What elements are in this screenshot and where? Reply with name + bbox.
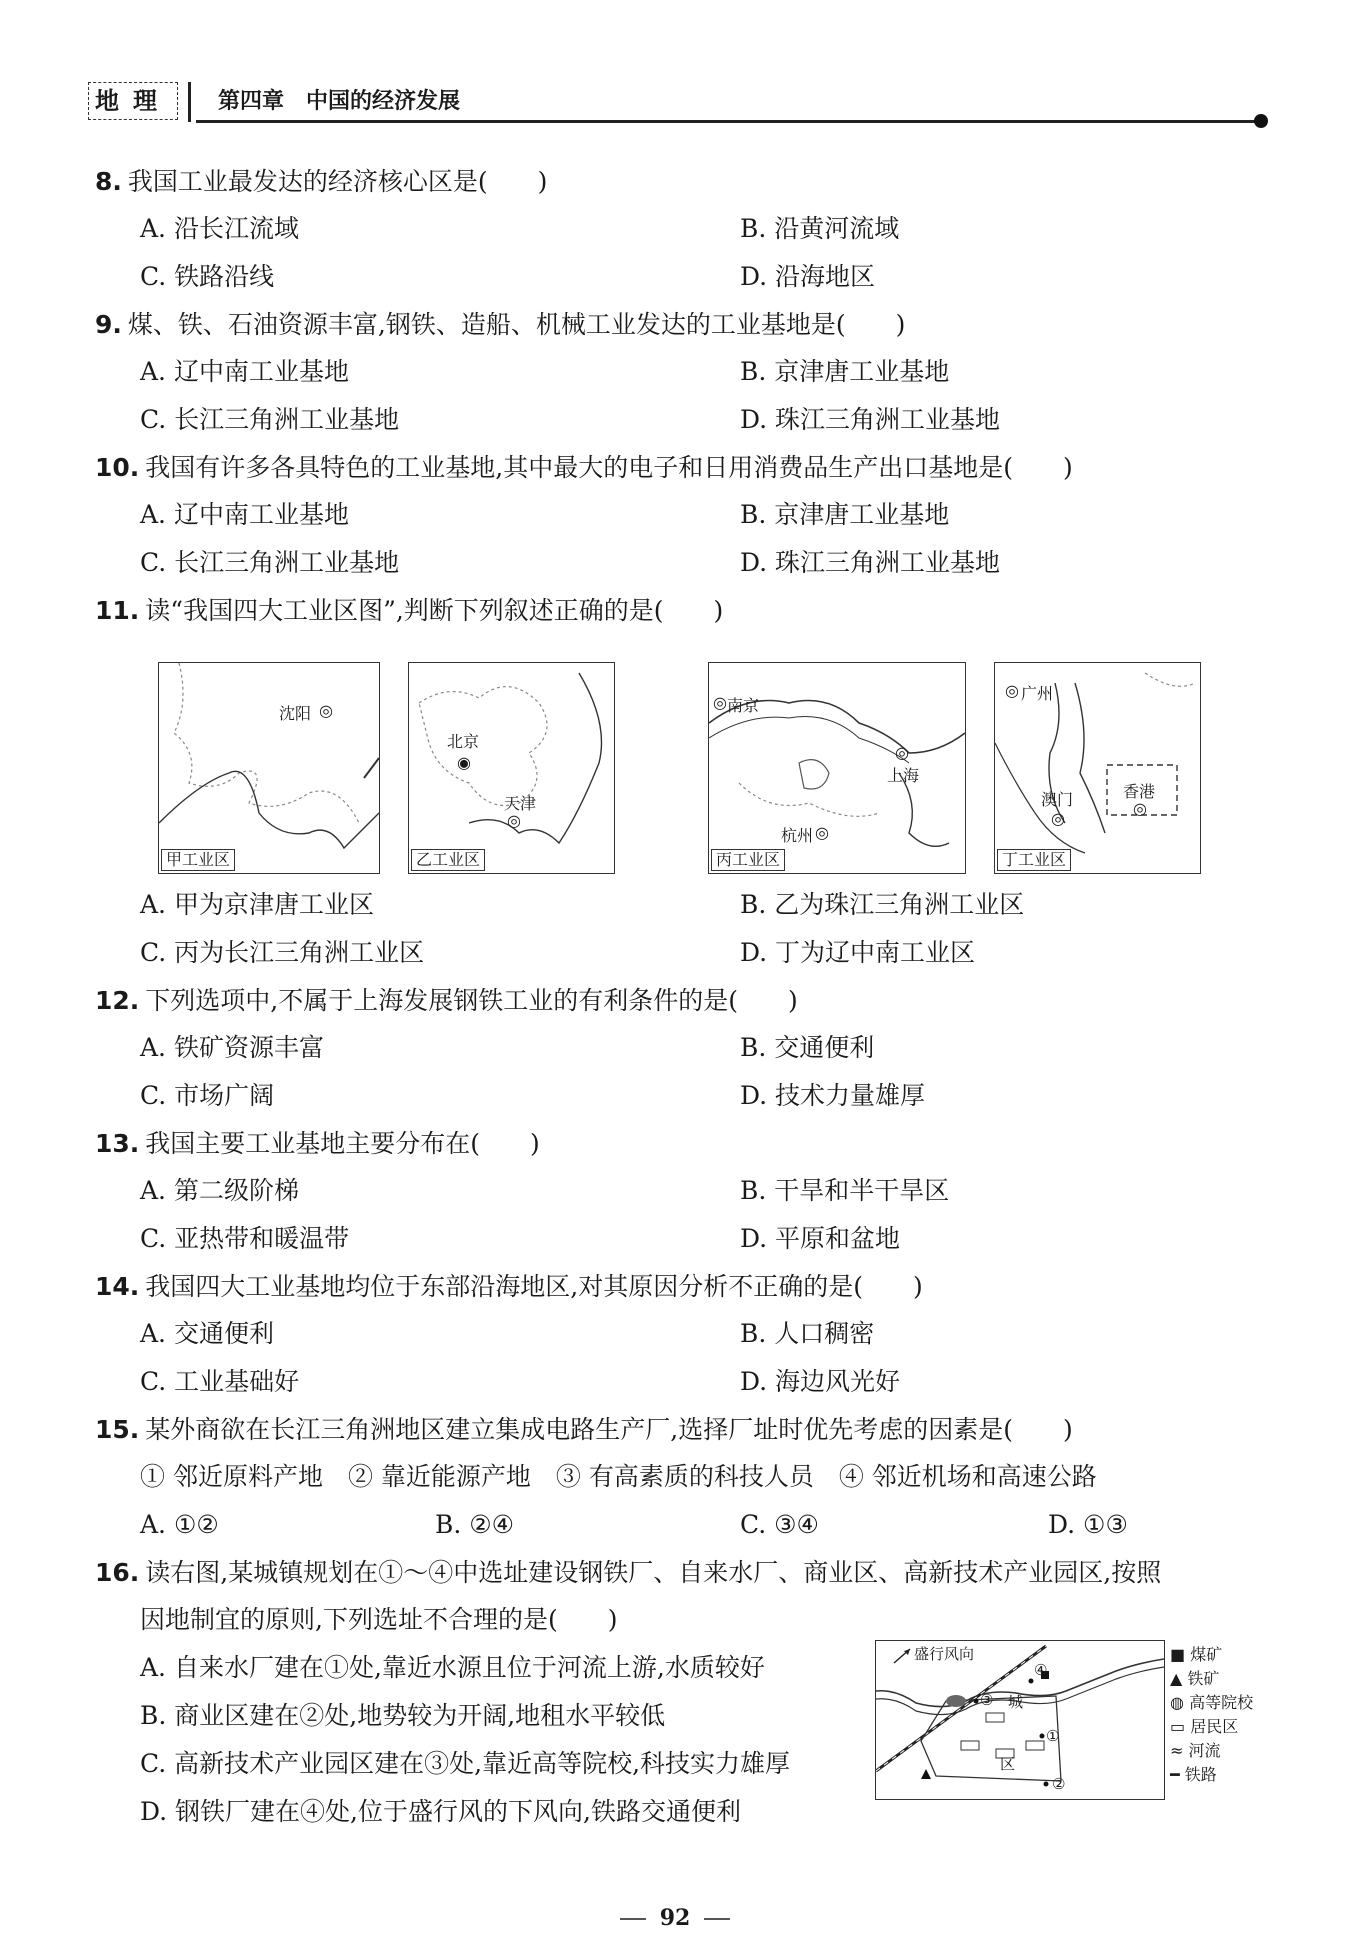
question-stem: 我国工业最发达的经济核心区是( ) xyxy=(127,167,548,196)
question-15 xyxy=(95,1413,1073,1447)
option-b: B. ②④ xyxy=(435,1510,515,1539)
question-stem: 下列选项中,不属于上海发展钢铁工业的有利条件的是( ) xyxy=(145,986,798,1015)
town-planning-figure xyxy=(875,1640,1275,1800)
question-number: 16. xyxy=(95,1558,140,1587)
option-b: B. 沿黄河流域 xyxy=(740,214,900,243)
option-b: B. 京津唐工业基地 xyxy=(740,357,950,386)
page-number: 92 xyxy=(0,1905,1350,1931)
city-hongkong: 香港 xyxy=(1123,782,1156,801)
option-a: A. 铁矿资源丰富 xyxy=(140,1033,324,1062)
question-13 xyxy=(95,1127,540,1161)
question-number: 11. xyxy=(95,596,140,625)
question-14 xyxy=(95,1270,923,1304)
chapter-title: 第四章 中国的经济发展 xyxy=(218,88,461,114)
question-number: 8. xyxy=(95,167,122,196)
option-a: A. 沿长江流域 xyxy=(140,214,299,243)
city-marker-icon: ◎ xyxy=(713,693,727,712)
option-d: D. 珠江三角洲工业基地 xyxy=(740,405,1001,434)
question-12 xyxy=(95,984,798,1018)
capital-marker-icon: ◉ xyxy=(457,753,471,772)
city-beijing: 北京 xyxy=(447,732,480,751)
option-d: D. ①③ xyxy=(1048,1510,1128,1539)
question-number: 9. xyxy=(95,310,122,339)
site-4: ④ xyxy=(1034,1661,1048,1679)
question-number: 10. xyxy=(95,453,140,482)
map-label: 丙工业区 xyxy=(711,849,785,871)
option-c: C. 工业基础好 xyxy=(140,1367,300,1396)
city-macau: 澳门 xyxy=(1041,790,1074,809)
header-rule xyxy=(196,120,1261,123)
option-d: D. 海边风光好 xyxy=(740,1367,901,1396)
question-number: 15. xyxy=(95,1415,140,1444)
question-stem: 我国有许多各具特色的工业基地,其中最大的电子和日用消费品生产出口基地是( ) xyxy=(145,453,1073,482)
option-c: C. 亚热带和暖温带 xyxy=(140,1224,350,1253)
wind-label: 盛行风向 xyxy=(914,1645,975,1663)
question-10 xyxy=(95,451,1073,485)
four-industrial-regions-maps xyxy=(158,662,1208,877)
header-rule-dot xyxy=(1254,114,1268,128)
river-icon: ≈ xyxy=(1170,1741,1184,1760)
option-d: D. 钢铁厂建在④处,位于盛行风的下风向,铁路交通便利 xyxy=(140,1797,741,1826)
site-1: ① xyxy=(1046,1727,1060,1745)
city-marker-icon: ◎ xyxy=(1005,681,1019,700)
option-b: B. 商业区建在②处,地势较为开阔,地租水平较低 xyxy=(140,1701,666,1730)
option-d: D. 丁为辽中南工业区 xyxy=(740,938,976,967)
option-a: A. 甲为京津唐工业区 xyxy=(140,890,374,919)
subject-tag: 地理 xyxy=(88,82,178,120)
option-c: C. 高新技术产业园区建在③处,靠近高等院校,科技实力雄厚 xyxy=(140,1749,791,1778)
question-number: 12. xyxy=(95,986,140,1015)
city-char: 城 xyxy=(1008,1693,1024,1711)
question-11 xyxy=(95,594,723,628)
page-header xyxy=(88,82,1268,122)
map-jia xyxy=(158,662,380,874)
city-hangzhou: 杭州 xyxy=(781,826,814,845)
option-c: C. 长江三角洲工业基地 xyxy=(140,405,400,434)
question-stem: 我国四大工业基地均位于东部沿海地区,对其原因分析不正确的是( ) xyxy=(145,1272,923,1301)
option-a: A. 辽中南工业基地 xyxy=(140,357,349,386)
question-16 xyxy=(95,1556,1161,1590)
map-label: 乙工业区 xyxy=(411,849,485,871)
question-number: 13. xyxy=(95,1129,140,1158)
city-shenyang: 沈阳 xyxy=(279,704,312,723)
option-a: A. 第二级阶梯 xyxy=(140,1176,299,1205)
city-guangzhou: 广州 xyxy=(1021,684,1054,703)
option-b: B. 交通便利 xyxy=(740,1033,875,1062)
city-shanghai: 上海 xyxy=(887,766,920,785)
option-d: D. 平原和盆地 xyxy=(740,1224,901,1253)
header-divider xyxy=(188,82,191,122)
map-jia-outline xyxy=(159,663,379,873)
map-ding xyxy=(994,662,1201,874)
question-stem-continued: 因地制宜的原则,下列选址不合理的是( ) xyxy=(140,1605,618,1634)
college-icon: ◍ xyxy=(1170,1693,1184,1712)
map-yi-outline xyxy=(409,663,614,873)
map-yi xyxy=(408,662,615,874)
question-stem: 读右图,某城镇规划在①～④中选址建设钢铁厂、自来水厂、商业区、高新技术产业园区,按照 xyxy=(145,1558,1162,1587)
option-a: A. 辽中南工业基地 xyxy=(140,500,349,529)
residential-icon: ▭ xyxy=(1170,1717,1186,1736)
railway-icon: ━ xyxy=(1170,1765,1180,1784)
question-stem: 某外商欲在长江三角洲地区建立集成电路生产厂,选择厂址时优先考虑的因素是( ) xyxy=(145,1415,1073,1444)
question-stem: 我国主要工业基地主要分布在( ) xyxy=(145,1129,540,1158)
figure-frame xyxy=(875,1640,1165,1800)
option-b: B. 京津唐工业基地 xyxy=(740,500,950,529)
option-c: C. 铁路沿线 xyxy=(140,262,275,291)
coal-icon: ■ xyxy=(1170,1645,1186,1664)
option-a: A. ①② xyxy=(140,1510,219,1539)
city-marker-icon: ◎ xyxy=(1051,809,1065,828)
map-label: 甲工业区 xyxy=(161,849,235,871)
option-a: A. 交通便利 xyxy=(140,1319,274,1348)
option-d: D. 珠江三角洲工业基地 xyxy=(740,548,1001,577)
option-b: B. 干旱和半干旱区 xyxy=(740,1176,950,1205)
map-bing xyxy=(708,662,966,874)
figure-drawing xyxy=(876,1641,1164,1799)
option-c: C. 市场广阔 xyxy=(140,1081,275,1110)
city-tianjin: 天津 xyxy=(504,794,537,813)
iron-icon: ▲ xyxy=(1170,1669,1183,1688)
site-3: ③ xyxy=(980,1691,994,1709)
option-d: D. 技术力量雄厚 xyxy=(740,1081,926,1110)
legend-college: ◍ 高等院校 xyxy=(1170,1693,1254,1712)
option-c: C. 长江三角洲工业基地 xyxy=(140,548,400,577)
legend-residential: ▭ 居民区 xyxy=(1170,1717,1239,1736)
legend-river: ≈ 河流 xyxy=(1170,1741,1221,1760)
option-a: A. 自来水厂建在①处,靠近水源且位于河流上游,水质较好 xyxy=(140,1653,765,1682)
question-stem: 读“我国四大工业区图”,判断下列叙述正确的是( ) xyxy=(145,596,724,625)
site-2: ② xyxy=(1052,1775,1066,1793)
option-c: C. ③④ xyxy=(740,1510,819,1539)
map-label: 丁工业区 xyxy=(997,849,1071,871)
question-9 xyxy=(95,308,905,342)
city-marker-icon: ◎ xyxy=(815,823,829,842)
district-char: 区 xyxy=(1000,1755,1016,1773)
option-b: B. 乙为珠江三角洲工业区 xyxy=(740,890,1025,919)
option-b: B. 人口稠密 xyxy=(740,1319,875,1348)
city-marker-icon: ◎ xyxy=(1133,799,1147,818)
factor-list: ① 邻近原料产地 ② 靠近能源产地 ③ 有高素质的科技人员 ④ 邻近机场和高速公路 xyxy=(140,1462,1097,1491)
option-d: D. 沿海地区 xyxy=(740,262,876,291)
city-marker-icon: ◎ xyxy=(507,811,521,830)
legend-iron: ▲ 铁矿 xyxy=(1170,1669,1220,1688)
question-stem: 煤、铁、石油资源丰富,钢铁、造船、机械工业发达的工业基地是( ) xyxy=(127,310,906,339)
legend-coal: ■ 煤矿 xyxy=(1170,1645,1223,1664)
legend-railway: ━ 铁路 xyxy=(1170,1765,1217,1784)
city-marker-icon: ◎ xyxy=(895,743,909,762)
question-8 xyxy=(95,165,547,199)
question-number: 14. xyxy=(95,1272,140,1301)
option-c: C. 丙为长江三角洲工业区 xyxy=(140,938,425,967)
city-nanjing: 南京 xyxy=(727,696,760,715)
city-marker-icon: ◎ xyxy=(319,701,333,720)
